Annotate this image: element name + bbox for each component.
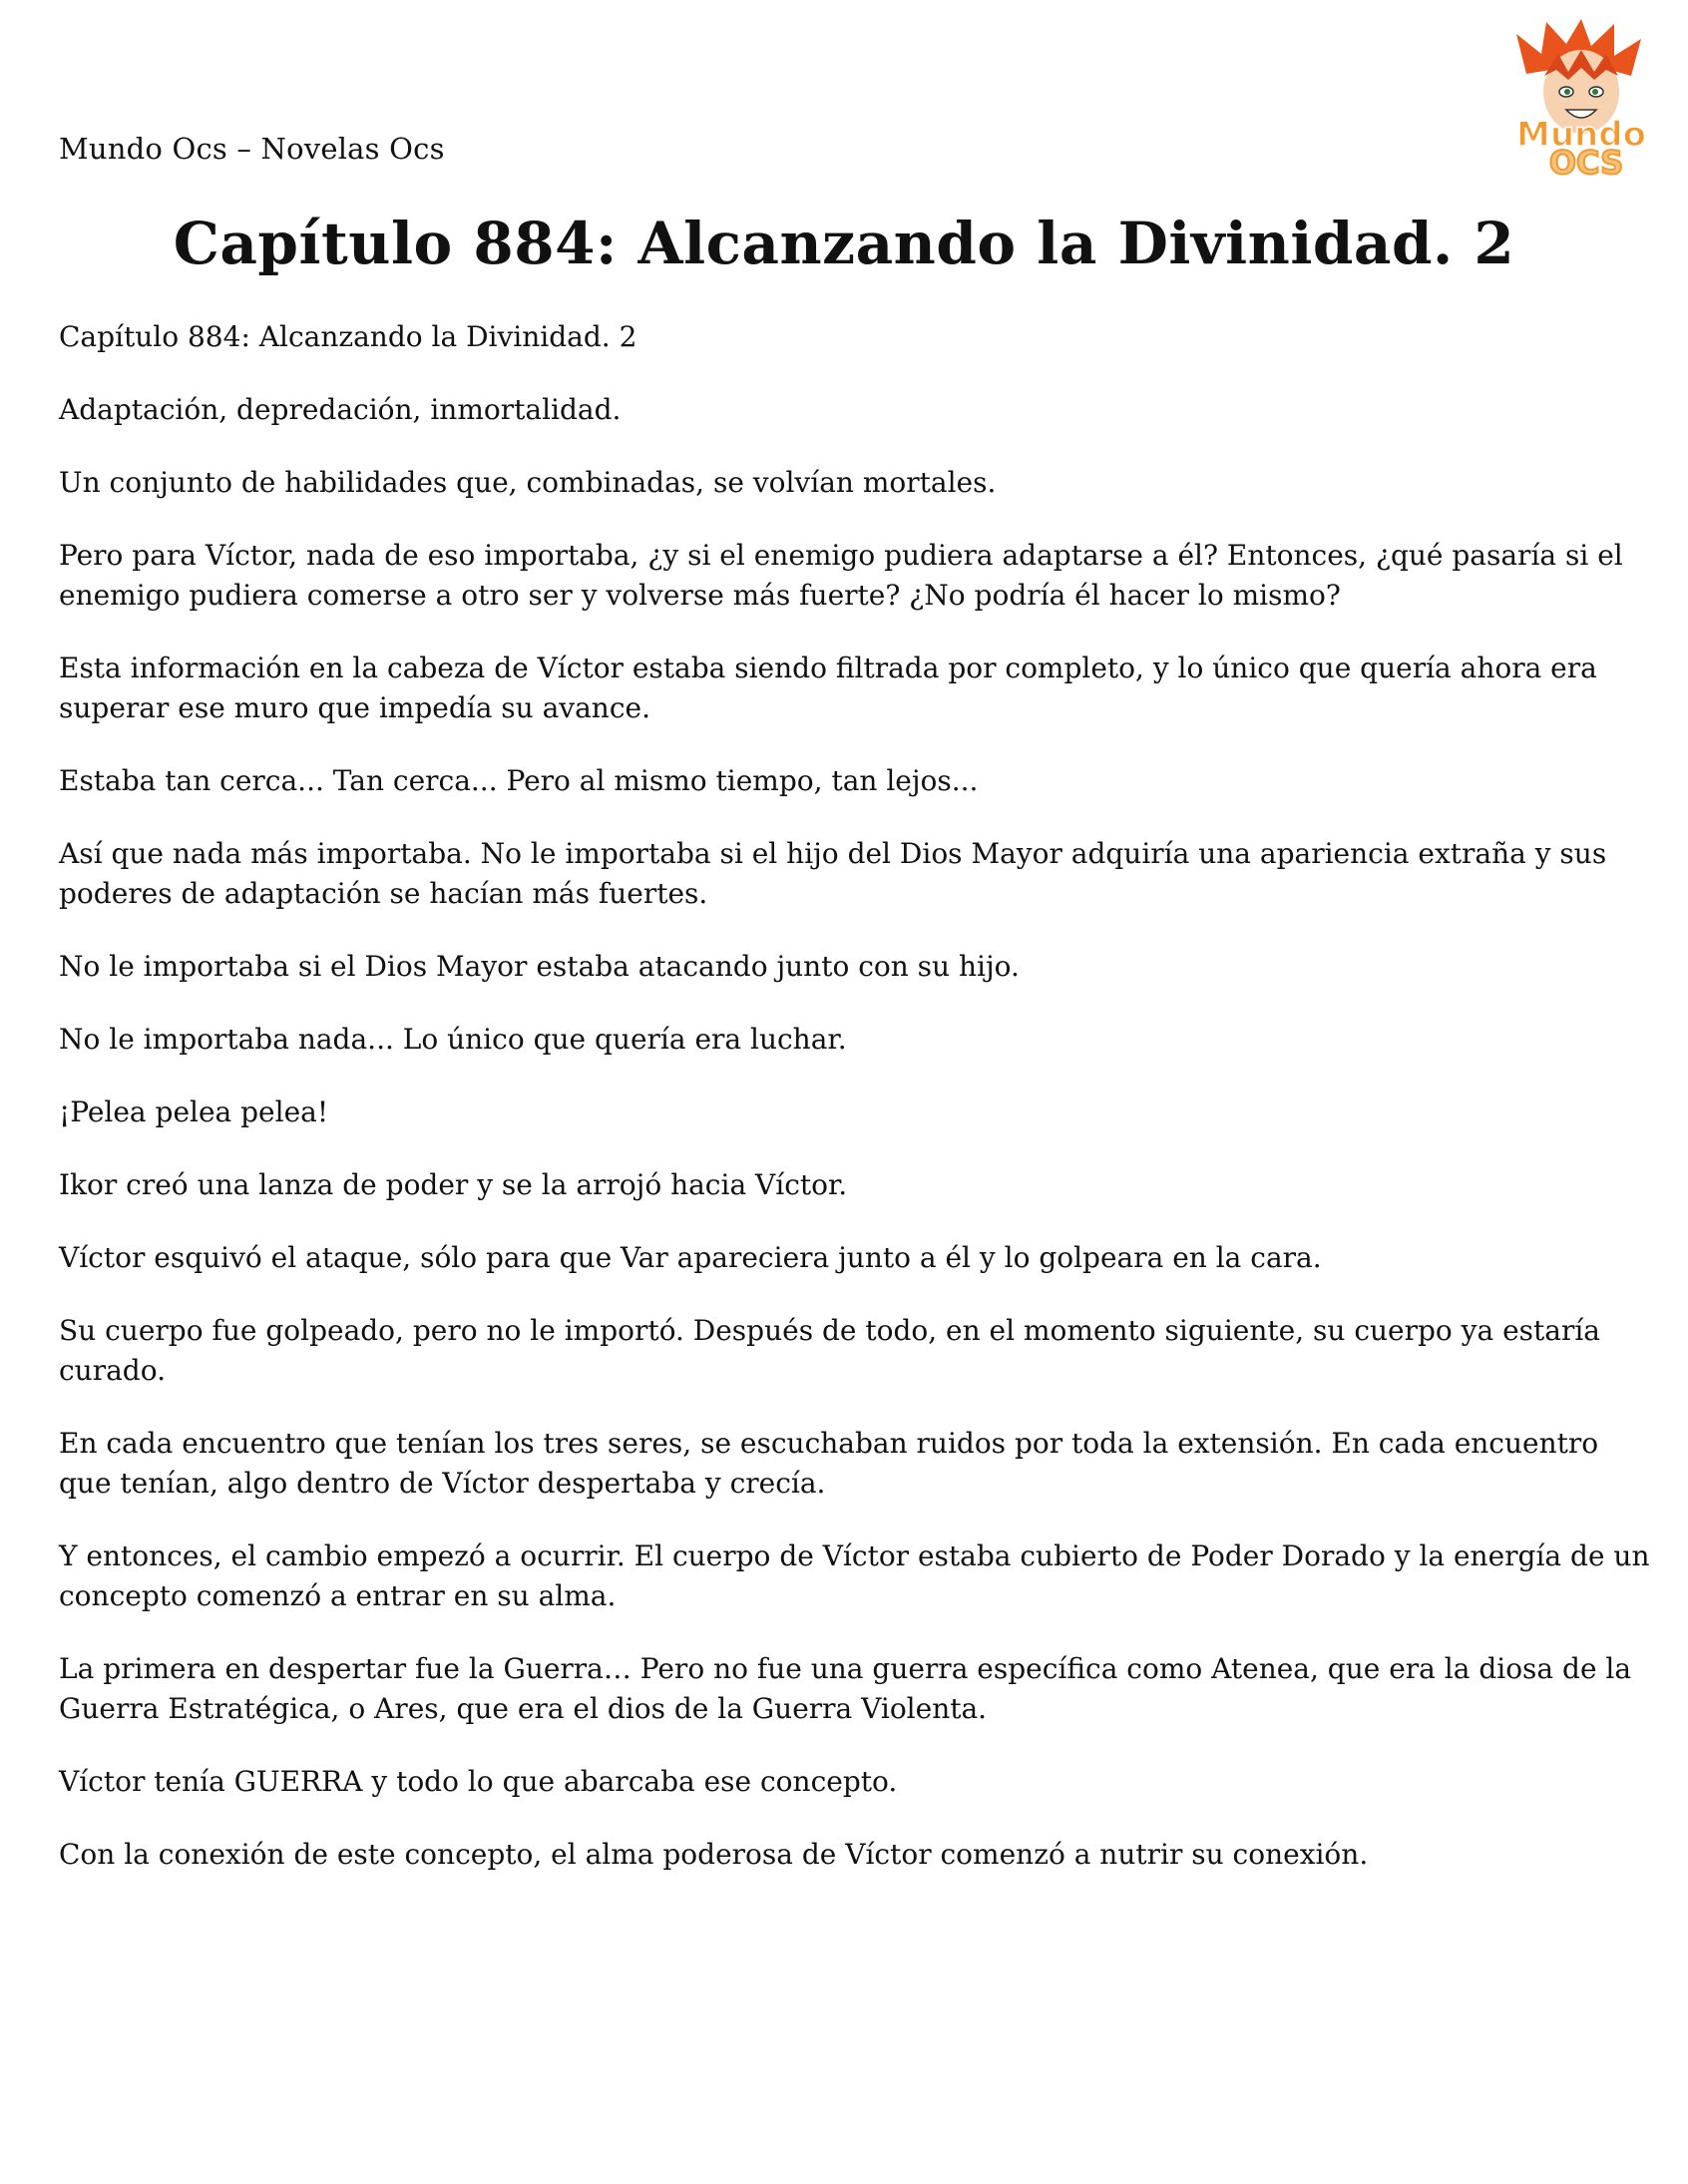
chapter-title: Capítulo 884: Alcanzando la Divinidad. 2 [173,210,1515,277]
paragraph: ¡Pelea pelea pelea! [59,1095,329,1128]
paragraph: No le importaba nada... Lo único que quería era luchar. [59,1023,847,1056]
mundo-ocs-logo [1496,14,1666,184]
paragraph: Estaba tan cerca... Tan cerca... Pero al mismo tiempo, tan lejos... [59,764,979,797]
paragraph: Esta información en la cabeza de Víctor estaba siendo filtrada por completo, y lo único que quería ahora era superar ese muro que impedía su avance. [59,652,1597,724]
paragraph: Un conjunto de habilidades que, combinadas, se volvían mortales. [59,466,997,499]
logo-text-top: Mundo [1516,115,1646,155]
chapter-body [59,317,1655,1908]
paragraph: Capítulo 884: Alcanzando la Divinidad. 2 [59,320,637,353]
paragraph: Víctor tenía GUERRA y todo lo que abarcaba ese concepto. [59,1765,898,1798]
paragraph: En cada encuentro que tenían los tres seres, se escuchaban ruidos por toda la extensión. En cada encuentro que tenían, algo dentro de Víctor despertaba y crecía. [59,1427,1599,1500]
paragraph: Víctor esquivó el ataque, sólo para que Var apareciera junto a él y lo golpeara en la cara. [59,1241,1322,1274]
paragraph: Así que nada más importaba. No le importaba si el hijo del Dios Mayor adquiría una apariencia extraña y sus poderes de adaptación se hacían más fuertes. [59,837,1607,910]
site-header: Mundo Ocs – Novelas Ocs [59,132,445,166]
paragraph: Ikor creó una lanza de poder y se la arrojó hacia Víctor. [59,1168,848,1201]
paragraph: Con la conexión de este concepto, el alma poderosa de Víctor comenzó a nutrir su conexión. [59,1838,1369,1871]
paragraph: No le importaba si el Dios Mayor estaba atacando junto con su hijo. [59,950,1020,983]
paragraph: La primera en despertar fue la Guerra… Pero no fue una guerra específica como Atenea, que era la diosa de la Guerra Estratégica, o Ares, que era el dios de la Guerra Violenta. [59,1652,1632,1725]
paragraph: Adaptación, depredación, inmortalidad. [59,393,622,426]
logo-text-bottom: OCS [1548,144,1624,182]
paragraph: Y entonces, el cambio empezó a ocurrir. El cuerpo de Víctor estaba cubierto de Poder Dorado y la energía de un concepto comenzó a entrar en su alma. [59,1539,1650,1612]
paragraph: Pero para Víctor, nada de eso importaba, ¿y si el enemigo pudiera adaptarse a él? Entonces, ¿qué pasaría si el enemigo pudiera comerse a otro ser y volverse más fuerte? ¿No podría él hacer lo mismo? [59,539,1623,612]
paragraph: Su cuerpo fue golpeado, pero no le importó. Después de todo, en el momento siguiente, su cuerpo ya estaría curado. [59,1314,1601,1387]
